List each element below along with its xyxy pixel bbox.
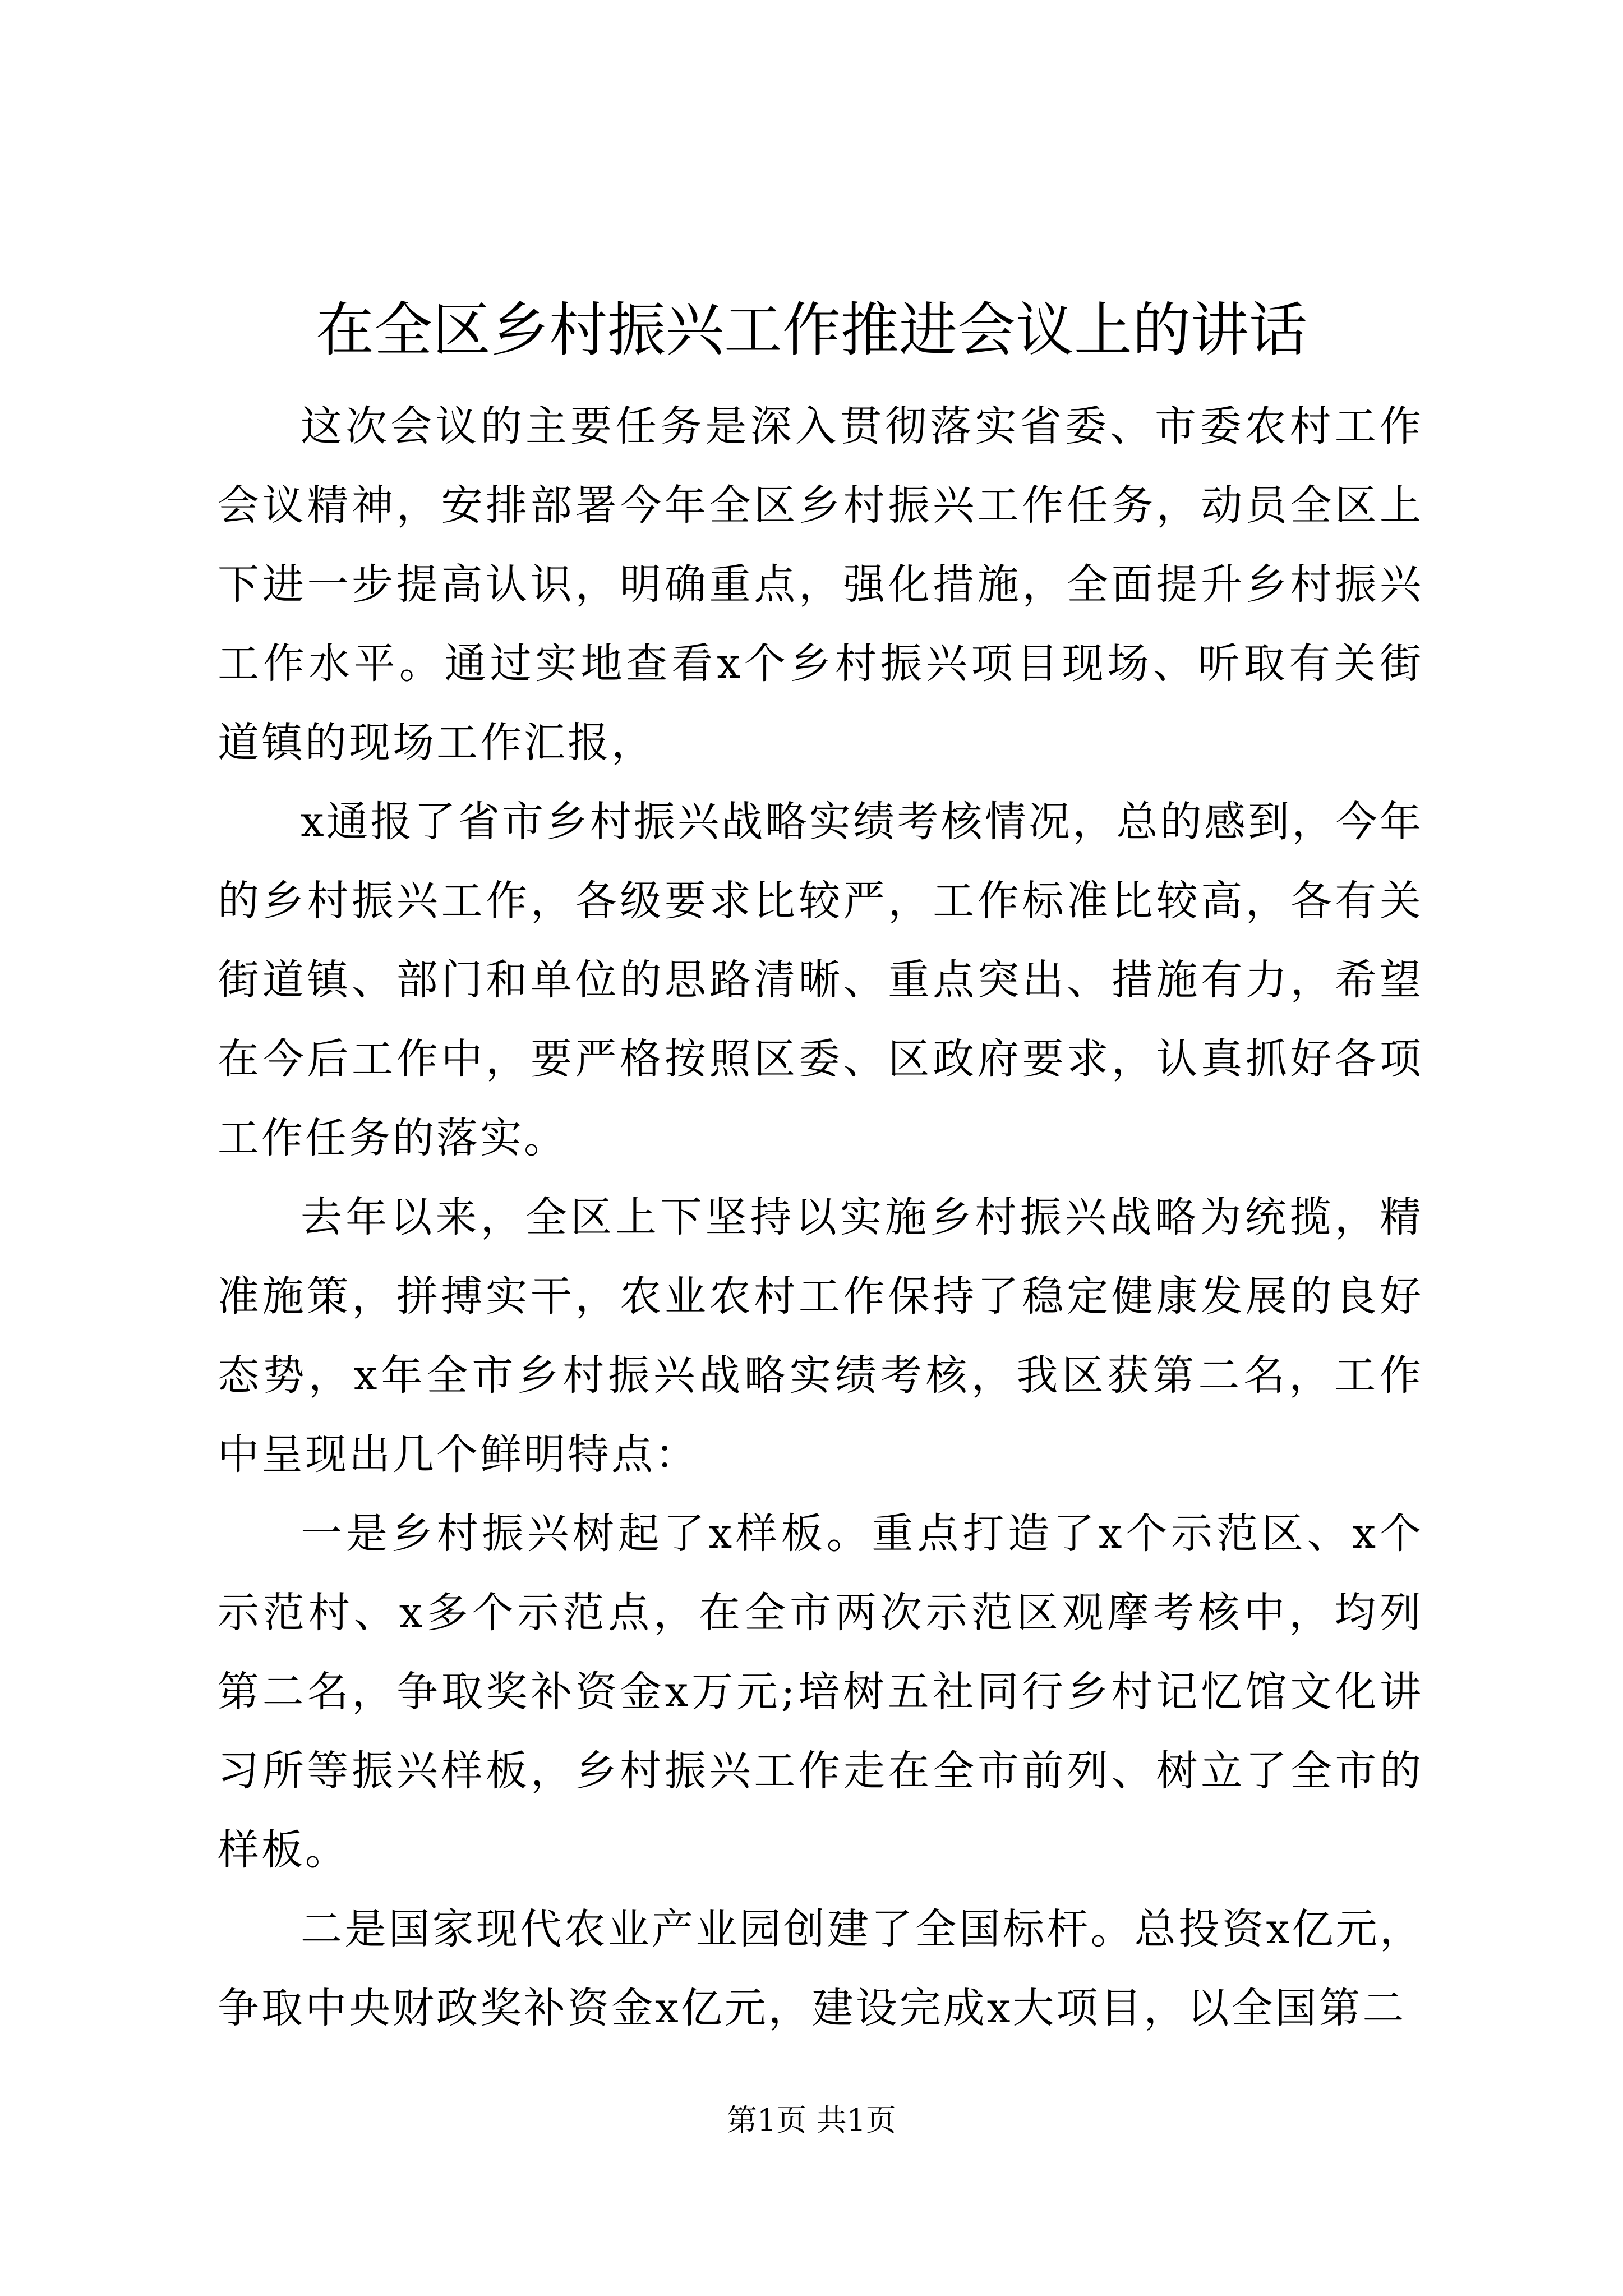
paragraph-1: 这次会议的主要任务是深入贯彻落实省委、市委农村工作会议精神，安排部署今年全区乡村振兴工作任务，动员全区上下进一步提高认识，明确重点，强化措施，全面提升乡村振兴工作水平。通过实地查看x个乡村振兴项目现场、听取有关街道镇的现场工作汇报， [218,402,1423,767]
document-body [218,387,1423,2048]
paragraph-5: 二是国家现代农业产业园创建了全国标杆。总投资x亿元，争取中央财政奖补资金x亿元，建设完成x大项目，以全国第二 [218,1905,1423,2032]
paragraph-2: x通报了省市乡村振兴战略实绩考核情况，总的感到，今年的乡村振兴工作，各级要求比较严，工作标准比较高，各有关街道镇、部门和单位的思路清晰、重点突出、措施有力，希望在今后工作中，要严格按照区委、区政府要求，认真抓好各项工作任务的落实。 [218,798,1423,1162]
page-footer: 第1页 共1页 [727,2102,896,2138]
paragraph-3: 去年以来，全区上下坚持以实施乡村振兴战略为统揽，精准施策，拼搏实干，农业农村工作保持了稳定健康发展的良好态势，x年全市乡村振兴战略实绩考核，我区获第二名，工作中呈现出几个鲜明特点： [218,1193,1423,1479]
document-title: 在全区乡村振兴工作推进会议上的讲话 [315,296,1307,364]
paragraph-4: 一是乡村振兴树起了x样板。重点打造了x个示范区、x个示范村、x多个示范点，在全市两次示范区观摩考核中，均列第二名，争取奖补资金x万元;培树五社同行乡村记忆馆文化讲习所等振兴样板，乡村振兴工作走在全市前列、树立了全市的样板。 [218,1510,1423,1874]
